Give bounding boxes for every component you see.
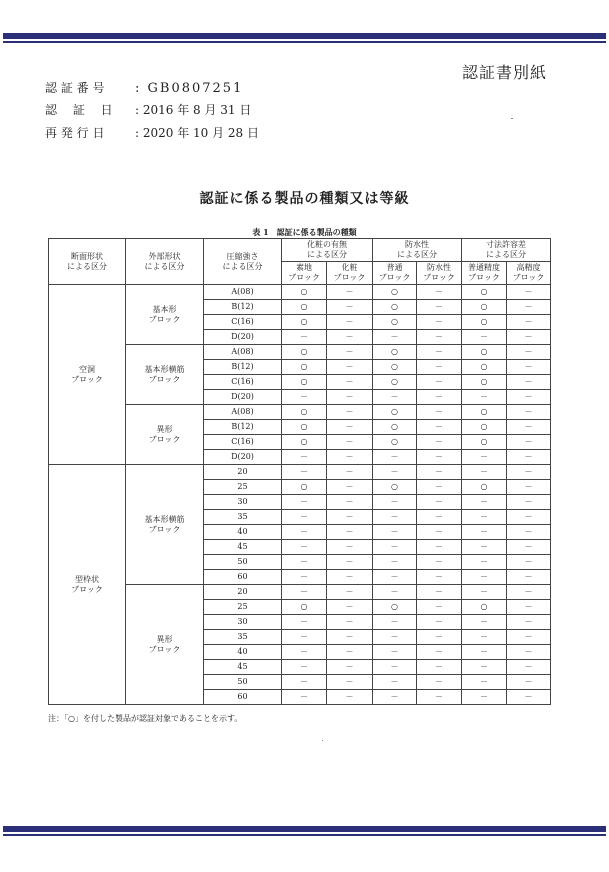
certification-mark-cell: －: [462, 525, 507, 540]
certification-mark-cell: －: [417, 285, 462, 300]
external-shape-cell: 異形 ブロック: [126, 585, 204, 705]
subheader-normal-precision-block: 普通精度 ブロック: [462, 262, 507, 285]
certification-mark-cell: －: [327, 300, 373, 315]
certification-mark-cell: －: [507, 645, 551, 660]
certification-mark-cell: －: [507, 585, 551, 600]
certification-mark-cell: ○: [462, 375, 507, 390]
strength-grade-cell: A(08): [204, 345, 282, 360]
certification-mark-cell: ○: [462, 600, 507, 615]
strength-grade-cell: B(12): [204, 360, 282, 375]
table-caption: 表 1 認証に係る製品の種類: [252, 227, 357, 237]
certification-mark-cell: －: [327, 465, 373, 480]
certification-mark-cell: －: [507, 390, 551, 405]
certification-mark-cell: －: [373, 615, 417, 630]
certification-mark-cell: －: [462, 615, 507, 630]
header-dimension-tolerance: 寸法許容差 による区分: [462, 239, 551, 262]
certification-mark-cell: ○: [462, 285, 507, 300]
certification-mark-cell: －: [507, 675, 551, 690]
certification-mark-cell: －: [282, 630, 327, 645]
certificate-number-row: [45, 79, 243, 96]
external-shape-cell: 基本形横筋 ブロック: [126, 345, 204, 405]
strength-grade-cell: 20: [204, 465, 282, 480]
subheader-normal-block: 普通 ブロック: [373, 262, 417, 285]
table-note: 注：「○」を付した製品が認証対象であることを示す。: [48, 714, 243, 723]
certification-mark-cell: ○: [282, 600, 327, 615]
certification-mark-cell: －: [462, 660, 507, 675]
strength-grade-cell: 25: [204, 600, 282, 615]
certification-mark-cell: －: [462, 390, 507, 405]
certification-mark-cell: ○: [373, 315, 417, 330]
certification-mark-cell: －: [507, 495, 551, 510]
certification-date-value: : 2016 年 8 月 31 日: [135, 103, 252, 117]
certification-date-row: [45, 101, 251, 118]
certification-mark-cell: －: [507, 630, 551, 645]
certification-mark-cell: －: [462, 330, 507, 345]
certification-mark-cell: －: [417, 660, 462, 675]
product-type-table: [48, 238, 551, 705]
strength-grade-cell: 30: [204, 495, 282, 510]
certification-mark-cell: －: [327, 420, 373, 435]
certification-mark-cell: －: [327, 360, 373, 375]
table-row: [49, 285, 551, 300]
certification-mark-cell: －: [462, 555, 507, 570]
certification-mark-cell: －: [462, 690, 507, 705]
certification-mark-cell: －: [507, 660, 551, 675]
header-makeup: 化粧の有無 による区分: [282, 239, 373, 262]
certification-mark-cell: ○: [282, 435, 327, 450]
strength-grade-cell: 20: [204, 585, 282, 600]
strength-grade-cell: A(08): [204, 405, 282, 420]
certification-mark-cell: ○: [373, 435, 417, 450]
certification-mark-cell: －: [417, 330, 462, 345]
certification-mark-cell: －: [282, 465, 327, 480]
strength-grade-cell: C(16): [204, 315, 282, 330]
certification-mark-cell: －: [507, 465, 551, 480]
certification-mark-cell: －: [507, 480, 551, 495]
certification-mark-cell: －: [417, 555, 462, 570]
certification-mark-cell: －: [462, 495, 507, 510]
certification-mark-cell: －: [327, 525, 373, 540]
certification-mark-cell: －: [327, 570, 373, 585]
certification-mark-cell: －: [507, 405, 551, 420]
subheader-plain-block: 素地 ブロック: [282, 262, 327, 285]
certification-mark-cell: －: [417, 540, 462, 555]
subheader-waterproof-block: 防水性 ブロック: [417, 262, 462, 285]
strength-grade-cell: 40: [204, 645, 282, 660]
certification-mark-cell: －: [462, 465, 507, 480]
strength-grade-cell: 50: [204, 555, 282, 570]
header-cross-section: 断面形状 による区分: [49, 239, 126, 285]
certification-mark-cell: －: [373, 540, 417, 555]
certification-mark-cell: －: [417, 495, 462, 510]
certificate-number-value: : GB0807251: [135, 81, 244, 96]
certification-mark-cell: ○: [373, 300, 417, 315]
certification-mark-cell: －: [507, 435, 551, 450]
certification-mark-cell: ○: [462, 420, 507, 435]
certification-mark-cell: －: [417, 375, 462, 390]
certification-mark-cell: －: [373, 630, 417, 645]
certification-mark-cell: －: [462, 450, 507, 465]
certification-mark-cell: ○: [462, 345, 507, 360]
certification-mark-cell: －: [373, 570, 417, 585]
certification-mark-cell: －: [282, 555, 327, 570]
certification-mark-cell: －: [327, 675, 373, 690]
certification-mark-cell: ○: [282, 405, 327, 420]
strength-grade-cell: C(16): [204, 375, 282, 390]
certification-mark-cell: －: [417, 690, 462, 705]
certificate-number-label: 認 証 番 号: [45, 81, 105, 95]
certification-mark-cell: －: [417, 600, 462, 615]
strength-grade-cell: 35: [204, 630, 282, 645]
top-border-band: [3, 33, 606, 43]
strength-grade-cell: D(20): [204, 390, 282, 405]
certification-mark-cell: －: [462, 630, 507, 645]
certification-mark-cell: －: [417, 300, 462, 315]
certification-mark-cell: －: [327, 645, 373, 660]
certification-mark-cell: －: [417, 465, 462, 480]
subheader-high-precision-block: 高精度 ブロック: [507, 262, 551, 285]
certification-mark-cell: －: [373, 450, 417, 465]
certification-mark-cell: －: [373, 645, 417, 660]
reissue-date-row: [45, 124, 259, 141]
certification-mark-cell: －: [327, 435, 373, 450]
table-row: [49, 465, 551, 480]
certification-mark-cell: －: [327, 375, 373, 390]
document-title: 認証書別紙: [462, 63, 548, 82]
certification-mark-cell: －: [417, 585, 462, 600]
reissue-date-value: : 2020 年 10 月 28 日: [135, 126, 260, 140]
strength-grade-cell: 25: [204, 480, 282, 495]
certification-mark-cell: －: [327, 600, 373, 615]
certification-mark-cell: －: [373, 390, 417, 405]
strength-grade-cell: 30: [204, 615, 282, 630]
strength-grade-cell: 40: [204, 525, 282, 540]
certification-date-label: 認 証 日: [45, 103, 113, 117]
certification-mark-cell: －: [507, 600, 551, 615]
certification-mark-cell: －: [507, 570, 551, 585]
certification-mark-cell: －: [373, 675, 417, 690]
certification-mark-cell: －: [417, 360, 462, 375]
certification-mark-cell: －: [417, 570, 462, 585]
section-heading: 認証に係る製品の種類又は等級: [199, 191, 410, 207]
certification-mark-cell: －: [327, 495, 373, 510]
certification-mark-cell: －: [327, 660, 373, 675]
certification-mark-cell: ○: [282, 375, 327, 390]
certification-mark-cell: ○: [373, 375, 417, 390]
certification-mark-cell: －: [373, 690, 417, 705]
certification-mark-cell: －: [327, 510, 373, 525]
certification-mark-cell: －: [417, 645, 462, 660]
certification-mark-cell: ○: [373, 600, 417, 615]
certification-mark-cell: －: [327, 480, 373, 495]
certification-mark-cell: －: [327, 345, 373, 360]
certification-mark-cell: －: [462, 540, 507, 555]
header-waterproof: 防水性 による区分: [373, 239, 462, 262]
bottom-border-band: [3, 826, 606, 836]
certification-mark-cell: －: [507, 540, 551, 555]
certification-mark-cell: －: [507, 300, 551, 315]
certification-mark-cell: －: [327, 315, 373, 330]
certification-mark-cell: －: [327, 405, 373, 420]
certification-mark-cell: －: [507, 330, 551, 345]
external-shape-cell: 基本形 ブロック: [126, 285, 204, 345]
certification-mark-cell: －: [327, 540, 373, 555]
certification-mark-cell: －: [282, 495, 327, 510]
certification-mark-cell: ○: [282, 360, 327, 375]
certification-mark-cell: ○: [462, 405, 507, 420]
certification-mark-cell: －: [507, 420, 551, 435]
subheader-decorated-block: 化粧 ブロック: [327, 262, 373, 285]
certification-mark-cell: －: [417, 405, 462, 420]
certification-mark-cell: －: [282, 390, 327, 405]
certification-mark-cell: －: [282, 690, 327, 705]
certification-mark-cell: －: [282, 525, 327, 540]
certification-mark-cell: －: [373, 495, 417, 510]
certification-mark-cell: －: [417, 435, 462, 450]
certification-mark-cell: －: [373, 465, 417, 480]
certification-mark-cell: －: [462, 645, 507, 660]
certification-mark-cell: －: [373, 330, 417, 345]
certification-mark-cell: －: [327, 390, 373, 405]
table-body: [49, 285, 551, 705]
certification-mark-cell: －: [417, 525, 462, 540]
certification-mark-cell: －: [282, 450, 327, 465]
certification-mark-cell: －: [327, 555, 373, 570]
strength-grade-cell: 60: [204, 690, 282, 705]
strength-grade-cell: B(12): [204, 300, 282, 315]
certification-mark-cell: －: [417, 345, 462, 360]
strength-grade-cell: C(16): [204, 435, 282, 450]
certification-mark-cell: －: [327, 330, 373, 345]
certification-mark-cell: －: [462, 570, 507, 585]
strength-grade-cell: B(12): [204, 420, 282, 435]
certification-mark-cell: －: [417, 615, 462, 630]
certification-mark-cell: －: [282, 615, 327, 630]
certification-mark-cell: －: [373, 510, 417, 525]
certification-mark-cell: ○: [462, 300, 507, 315]
strength-grade-cell: D(20): [204, 450, 282, 465]
certification-mark-cell: －: [507, 345, 551, 360]
certification-mark-cell: ○: [282, 285, 327, 300]
certification-mark-cell: －: [327, 690, 373, 705]
certification-mark-cell: －: [327, 630, 373, 645]
certification-mark-cell: －: [282, 540, 327, 555]
certification-mark-cell: －: [462, 675, 507, 690]
certification-mark-cell: ○: [462, 315, 507, 330]
header-external-shape: 外部形状 による区分: [126, 239, 204, 285]
certification-mark-cell: ○: [282, 300, 327, 315]
strength-grade-cell: 35: [204, 510, 282, 525]
strength-grade-cell: 45: [204, 660, 282, 675]
certification-mark-cell: ○: [462, 480, 507, 495]
certification-mark-cell: －: [282, 510, 327, 525]
certification-mark-cell: ○: [282, 480, 327, 495]
certification-mark-cell: －: [327, 585, 373, 600]
certification-mark-cell: －: [282, 585, 327, 600]
strength-grade-cell: D(20): [204, 330, 282, 345]
certification-mark-cell: －: [507, 510, 551, 525]
external-shape-cell: 異形 ブロック: [126, 405, 204, 465]
certification-mark-cell: ○: [282, 315, 327, 330]
certification-mark-cell: ○: [373, 345, 417, 360]
certification-mark-cell: ○: [373, 360, 417, 375]
certification-mark-cell: ○: [282, 420, 327, 435]
certification-mark-cell: ○: [462, 435, 507, 450]
certification-mark-cell: ○: [373, 480, 417, 495]
certification-mark-cell: －: [417, 390, 462, 405]
certification-mark-cell: －: [282, 330, 327, 345]
certification-mark-cell: －: [507, 360, 551, 375]
cross-section-cell: 空洞 ブロック: [49, 285, 126, 465]
strength-grade-cell: 50: [204, 675, 282, 690]
certification-mark-cell: －: [417, 450, 462, 465]
certification-mark-cell: ○: [462, 360, 507, 375]
strength-grade-cell: A(08): [204, 285, 282, 300]
certification-mark-cell: －: [507, 615, 551, 630]
certification-mark-cell: －: [417, 420, 462, 435]
certification-mark-cell: －: [373, 585, 417, 600]
certification-mark-cell: －: [282, 570, 327, 585]
certification-mark-cell: －: [417, 675, 462, 690]
certification-mark-cell: ○: [373, 405, 417, 420]
certification-mark-cell: －: [462, 510, 507, 525]
certification-mark-cell: －: [327, 450, 373, 465]
certification-mark-cell: －: [507, 555, 551, 570]
certification-mark-cell: －: [417, 315, 462, 330]
certification-mark-cell: ○: [373, 420, 417, 435]
certification-mark-cell: －: [417, 480, 462, 495]
certification-mark-cell: －: [507, 285, 551, 300]
certification-mark-cell: －: [373, 660, 417, 675]
external-shape-cell: 基本形横筋 ブロック: [126, 465, 204, 585]
header-compressive-strength: 圧縮強さ による区分: [204, 239, 282, 285]
certification-mark-cell: －: [282, 660, 327, 675]
certification-mark-cell: －: [507, 315, 551, 330]
certification-mark-cell: －: [507, 375, 551, 390]
certification-mark-cell: －: [417, 630, 462, 645]
reissue-date-label: 再 発 行 日: [45, 126, 105, 140]
certification-mark-cell: －: [327, 285, 373, 300]
strength-grade-cell: 45: [204, 540, 282, 555]
certification-mark-cell: ○: [373, 285, 417, 300]
cross-section-cell: 型枠状 ブロック: [49, 465, 126, 705]
certification-mark-cell: －: [417, 510, 462, 525]
certification-mark-cell: －: [507, 690, 551, 705]
certification-mark-cell: －: [462, 585, 507, 600]
certification-mark-cell: －: [327, 615, 373, 630]
certification-mark-cell: －: [282, 675, 327, 690]
certification-mark-cell: －: [373, 555, 417, 570]
certification-mark-cell: －: [373, 525, 417, 540]
certification-mark-cell: ○: [282, 345, 327, 360]
certification-mark-cell: －: [282, 645, 327, 660]
strength-grade-cell: 60: [204, 570, 282, 585]
certification-mark-cell: －: [507, 450, 551, 465]
certification-mark-cell: －: [507, 525, 551, 540]
